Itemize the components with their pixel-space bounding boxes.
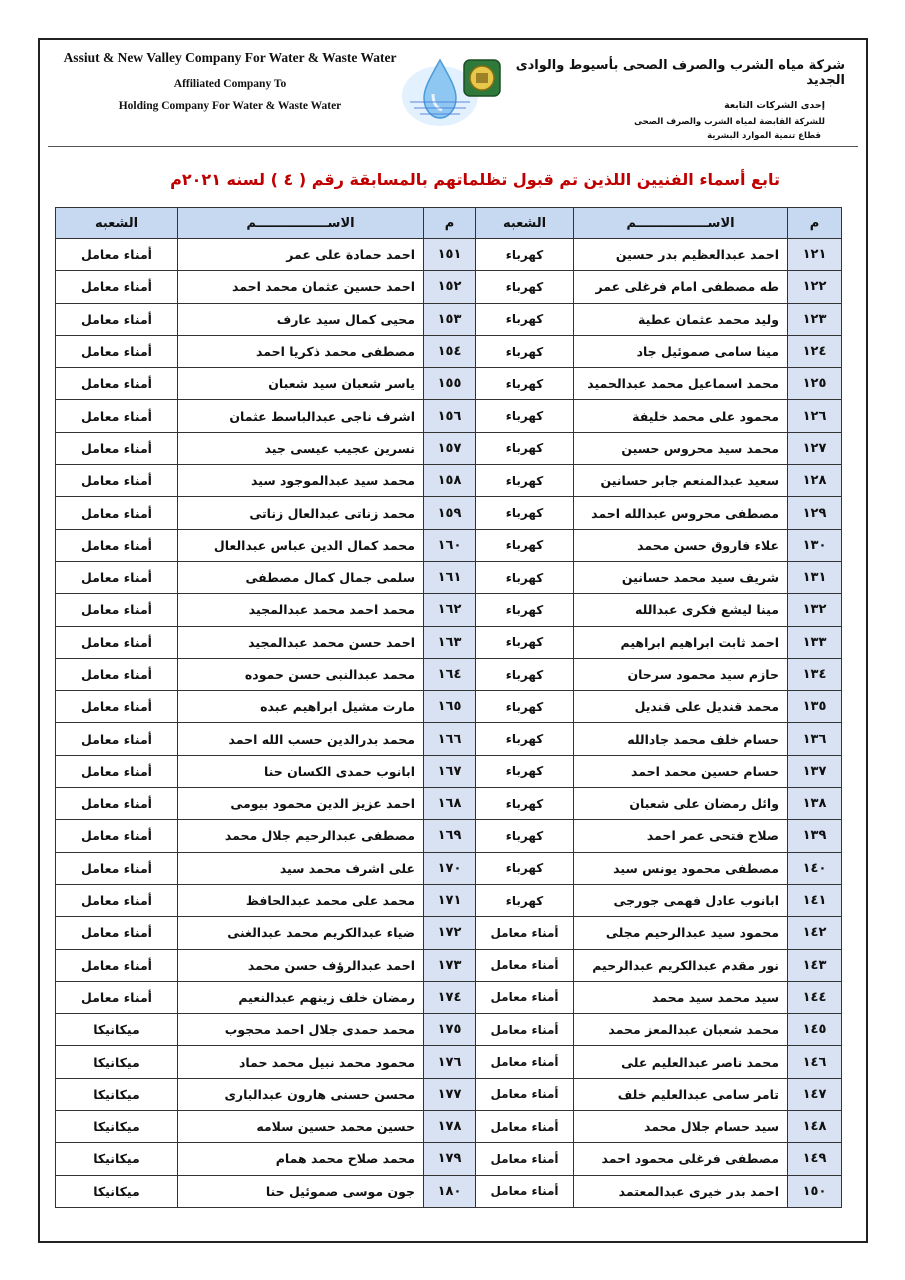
- department: كهرباء: [476, 852, 574, 884]
- person-name: على اشرف محمد سيد: [178, 852, 424, 884]
- table-row: [56, 594, 842, 626]
- table-row: [56, 1175, 842, 1207]
- person-name: ضياء عبدالكريم محمد عبدالغنى: [178, 917, 424, 949]
- department: أمناء معامل: [56, 529, 178, 561]
- department: أمناء معامل: [56, 303, 178, 335]
- row-number: ١٤٨: [788, 1111, 842, 1143]
- header-arabic: [500, 58, 845, 141]
- department: ميكانيكا: [56, 1111, 178, 1143]
- person-name: مينا سامى صموئيل جاد: [574, 335, 788, 367]
- names-table: [55, 207, 842, 1208]
- row-number: ١٧٥: [424, 1014, 476, 1046]
- department: كهرباء: [476, 820, 574, 852]
- person-name: صلاح فتحى عمر احمد: [574, 820, 788, 852]
- row-number: ١٥٠: [788, 1175, 842, 1207]
- row-number: ١٣١: [788, 561, 842, 593]
- department: أمناء معامل: [56, 626, 178, 658]
- table-row: [56, 884, 842, 916]
- department: ميكانيكا: [56, 1175, 178, 1207]
- table-row: [56, 239, 842, 271]
- row-number: ١٧١: [424, 884, 476, 916]
- department: كهرباء: [476, 626, 574, 658]
- table-row: [56, 271, 842, 303]
- person-name: سيد محمد سيد محمد: [574, 981, 788, 1013]
- person-name: حسام حسين محمد احمد: [574, 755, 788, 787]
- table-row: [56, 497, 842, 529]
- table-row: [56, 626, 842, 658]
- person-name: محمد ناصر عبدالعليم على: [574, 1046, 788, 1078]
- table-row: [56, 1014, 842, 1046]
- department: أمناء معامل: [56, 788, 178, 820]
- department: أمناء معامل: [56, 981, 178, 1013]
- row-number: ١٨٠: [424, 1175, 476, 1207]
- table-row: [56, 465, 842, 497]
- person-name: محسن حسنى هارون عبدالبارى: [178, 1078, 424, 1110]
- person-name: محمود محمد نبيل محمد حماد: [178, 1046, 424, 1078]
- department: كهرباء: [476, 465, 574, 497]
- department: ميكانيكا: [56, 1046, 178, 1078]
- department: أمناء معامل: [56, 400, 178, 432]
- department: ميكانيكا: [56, 1078, 178, 1110]
- department: أمناء معامل: [56, 335, 178, 367]
- person-name: ابانوب عادل فهمى جورجى: [574, 884, 788, 916]
- table-row: [56, 723, 842, 755]
- person-name: محمود على محمد خليفة: [574, 400, 788, 432]
- department: كهرباء: [476, 594, 574, 626]
- person-name: محمد سيد محروس حسين: [574, 432, 788, 464]
- person-name: احمد بدر خيرى عبدالمعتمد: [574, 1175, 788, 1207]
- department: أمناء معامل: [56, 755, 178, 787]
- row-number: ١٤٦: [788, 1046, 842, 1078]
- person-name: مصطفى محروس عبدالله احمد: [574, 497, 788, 529]
- person-name: طه مصطفى امام فرغلى عمر: [574, 271, 788, 303]
- person-name: محمد سيد عبدالموجود سيد: [178, 465, 424, 497]
- row-number: ١٢٧: [788, 432, 842, 464]
- person-name: احمد عزيز الدين محمود بيومى: [178, 788, 424, 820]
- person-name: محمد حمدى جلال احمد محجوب: [178, 1014, 424, 1046]
- department: ميكانيكا: [56, 1014, 178, 1046]
- table-row: [56, 788, 842, 820]
- person-name: محمد اسماعيل محمد عبدالحميد: [574, 368, 788, 400]
- department: كهرباء: [476, 303, 574, 335]
- table-row: [56, 755, 842, 787]
- col-dept-2: الشعبه: [56, 208, 178, 239]
- row-number: ١٥٩: [424, 497, 476, 529]
- affiliation-en: Affiliated Company To: [173, 78, 287, 90]
- department: كهرباء: [476, 335, 574, 367]
- row-number: ١٥٥: [424, 368, 476, 400]
- person-name: محمد احمد محمد عبدالمجيد: [178, 594, 424, 626]
- person-name: علاء فاروق حسن محمد: [574, 529, 788, 561]
- department: أمناء معامل: [476, 1111, 574, 1143]
- department: أمناء معامل: [56, 723, 178, 755]
- col-num-2: م: [424, 208, 476, 239]
- department: أمناء معامل: [476, 949, 574, 981]
- table-row: [56, 691, 842, 723]
- department: كهرباء: [476, 561, 574, 593]
- table-row: [56, 820, 842, 852]
- person-name: مصطفى محمد ذكريا احمد: [178, 335, 424, 367]
- person-name: محمد زناتى عبدالعال زناتى: [178, 497, 424, 529]
- row-number: ١٧٦: [424, 1046, 476, 1078]
- department: أمناء معامل: [56, 497, 178, 529]
- holding-company-en: Holding Company For Water & Waste Water: [118, 100, 342, 112]
- row-number: ١٦٨: [424, 788, 476, 820]
- person-name: محمد قنديل على قنديل: [574, 691, 788, 723]
- row-number: ١٢٦: [788, 400, 842, 432]
- row-number: ١٣٤: [788, 658, 842, 690]
- department: ميكانيكا: [56, 1143, 178, 1175]
- col-name-2: الاســــــــــــــــم: [178, 208, 424, 239]
- department: أمناء معامل: [476, 1175, 574, 1207]
- row-number: ١٢٥: [788, 368, 842, 400]
- person-name: محمد شعبان عبدالمعز محمد: [574, 1014, 788, 1046]
- table-row: [56, 368, 842, 400]
- department: أمناء معامل: [56, 271, 178, 303]
- department: كهرباء: [476, 658, 574, 690]
- row-number: ١٦٥: [424, 691, 476, 723]
- row-number: ١٣٥: [788, 691, 842, 723]
- table-row: [56, 1046, 842, 1078]
- row-number: ١٦١: [424, 561, 476, 593]
- person-name: شريف سيد محمد حسانين: [574, 561, 788, 593]
- person-name: سيد حسام جلال محمد: [574, 1111, 788, 1143]
- person-name: وليد محمد عثمان عطية: [574, 303, 788, 335]
- company-name-ar: شركة مياه الشرب والصرف الصحى بأسيوط والوادى الجديد: [515, 58, 845, 88]
- table-row: [56, 303, 842, 335]
- department: كهرباء: [476, 239, 574, 271]
- row-number: ١٥٢: [424, 271, 476, 303]
- person-name: محيى كمال سيد عارف: [178, 303, 424, 335]
- row-number: ١٢١: [788, 239, 842, 271]
- row-number: ١٣٨: [788, 788, 842, 820]
- person-name: محمد بدرالدين حسب الله احمد: [178, 723, 424, 755]
- row-number: ١٣٦: [788, 723, 842, 755]
- department: أمناء معامل: [56, 691, 178, 723]
- row-number: ١٣٧: [788, 755, 842, 787]
- department: أمناء معامل: [476, 1143, 574, 1175]
- row-number: ١٥٨: [424, 465, 476, 497]
- department: أمناء معامل: [56, 884, 178, 916]
- row-number: ١٤٧: [788, 1078, 842, 1110]
- person-name: محمد عبدالنبى حسن حموده: [178, 658, 424, 690]
- header-divider: [48, 146, 858, 147]
- person-name: سعيد عبدالمنعم جابر حسانين: [574, 465, 788, 497]
- department: أمناء معامل: [56, 561, 178, 593]
- department: كهرباء: [476, 271, 574, 303]
- row-number: ١٢٢: [788, 271, 842, 303]
- row-number: ١٥٦: [424, 400, 476, 432]
- row-number: ١٦٣: [424, 626, 476, 658]
- person-name: احمد حمادة على عمر: [178, 239, 424, 271]
- row-number: ١٤٠: [788, 852, 842, 884]
- department: كهرباء: [476, 497, 574, 529]
- row-number: ١٤٢: [788, 917, 842, 949]
- table-row: [56, 432, 842, 464]
- person-name: حازم سيد محمود سرحان: [574, 658, 788, 690]
- department: كهرباء: [476, 432, 574, 464]
- row-number: ١٣٣: [788, 626, 842, 658]
- department: أمناء معامل: [56, 465, 178, 497]
- row-number: ١٥٧: [424, 432, 476, 464]
- table-row: [56, 561, 842, 593]
- department: كهرباء: [476, 755, 574, 787]
- department: أمناء معامل: [476, 1046, 574, 1078]
- row-number: ١٧٣: [424, 949, 476, 981]
- row-number: ١٤٩: [788, 1143, 842, 1175]
- person-name: محمود سيد عبدالرحيم مجلى: [574, 917, 788, 949]
- department: أمناء معامل: [56, 239, 178, 271]
- department: أمناء معامل: [56, 368, 178, 400]
- person-name: مصطفى محمود يونس سيد: [574, 852, 788, 884]
- page-title: تابع أسماء الفنيين اللذين تم قبول تظلماتهم بالمسابقة رقم ( ٤ ) لسنه ٢٠٢١م: [170, 170, 780, 189]
- person-name: حسين محمد حسين سلامه: [178, 1111, 424, 1143]
- person-name: محمد صلاح محمد همام: [178, 1143, 424, 1175]
- affiliation-ar: إحدى الشركات التابعة: [724, 100, 825, 111]
- row-number: ١٦٤: [424, 658, 476, 690]
- row-number: ١٦٧: [424, 755, 476, 787]
- table-row: [56, 1143, 842, 1175]
- row-number: ١٦٦: [424, 723, 476, 755]
- col-name-1: الاســــــــــــــــم: [574, 208, 788, 239]
- department: أمناء معامل: [56, 820, 178, 852]
- row-number: ١٢٣: [788, 303, 842, 335]
- row-number: ١٢٩: [788, 497, 842, 529]
- row-number: ١٥٣: [424, 303, 476, 335]
- department-ar: قطاع تنمية الموارد البشرية: [707, 131, 821, 141]
- row-number: ١٧٩: [424, 1143, 476, 1175]
- department: كهرباء: [476, 529, 574, 561]
- person-name: ياسر شعبان سيد شعبان: [178, 368, 424, 400]
- row-number: ١٦٢: [424, 594, 476, 626]
- row-number: ١٣٢: [788, 594, 842, 626]
- table-row: [56, 949, 842, 981]
- department: أمناء معامل: [476, 1014, 574, 1046]
- department: أمناء معامل: [476, 1078, 574, 1110]
- person-name: مصطفى عبدالرحيم جلال محمد: [178, 820, 424, 852]
- department: كهرباء: [476, 884, 574, 916]
- row-number: ١٧٨: [424, 1111, 476, 1143]
- person-name: وائل رمضان على شعبان: [574, 788, 788, 820]
- person-name: سلمى جمال كمال مصطفى: [178, 561, 424, 593]
- person-name: مصطفى فرغلى محمود احمد: [574, 1143, 788, 1175]
- table-row: [56, 1078, 842, 1110]
- person-name: احمد ثابت ابراهيم ابراهيم: [574, 626, 788, 658]
- person-name: احمد عبدالرؤف حسن محمد: [178, 949, 424, 981]
- person-name: رمضان خلف زينهم عبدالنعيم: [178, 981, 424, 1013]
- table-header-row: [56, 208, 842, 239]
- row-number: ١٢٤: [788, 335, 842, 367]
- header-english: [50, 50, 410, 112]
- table-row: [56, 658, 842, 690]
- table-row: [56, 400, 842, 432]
- col-num-1: م: [788, 208, 842, 239]
- table-row: [56, 852, 842, 884]
- department: كهرباء: [476, 368, 574, 400]
- department: أمناء معامل: [56, 949, 178, 981]
- department: كهرباء: [476, 691, 574, 723]
- person-name: حسام خلف محمد جادالله: [574, 723, 788, 755]
- row-number: ١٥١: [424, 239, 476, 271]
- department: أمناء معامل: [56, 917, 178, 949]
- person-name: مينا ليشع فكرى عبدالله: [574, 594, 788, 626]
- row-number: ١٧٢: [424, 917, 476, 949]
- person-name: مارت مشيل ابراهيم عبده: [178, 691, 424, 723]
- row-number: ١٣٠: [788, 529, 842, 561]
- row-number: ١٧٠: [424, 852, 476, 884]
- row-number: ١٤١: [788, 884, 842, 916]
- department: أمناء معامل: [56, 658, 178, 690]
- row-number: ١٦٠: [424, 529, 476, 561]
- col-dept-1: الشعبه: [476, 208, 574, 239]
- table-row: [56, 1111, 842, 1143]
- department: أمناء معامل: [476, 917, 574, 949]
- person-name: احمد حسين عثمان محمد احمد: [178, 271, 424, 303]
- row-number: ١٢٨: [788, 465, 842, 497]
- table-row: [56, 917, 842, 949]
- person-name: محمد كمال الدين عباس عبدالعال: [178, 529, 424, 561]
- department: أمناء معامل: [476, 981, 574, 1013]
- person-name: احمد حسن محمد عبدالمجيد: [178, 626, 424, 658]
- person-name: اشرف ناجى عبدالباسط عثمان: [178, 400, 424, 432]
- department: كهرباء: [476, 400, 574, 432]
- row-number: ١٧٤: [424, 981, 476, 1013]
- department: كهرباء: [476, 788, 574, 820]
- row-number: ١٤٤: [788, 981, 842, 1013]
- person-name: نور مقدم عبدالكريم عبدالرحيم: [574, 949, 788, 981]
- person-name: احمد عبدالعظيم بدر حسين: [574, 239, 788, 271]
- person-name: تامر سامى عبدالعليم خلف: [574, 1078, 788, 1110]
- company-name-en: Assiut & New Valley Company For Water & Waste Water: [63, 50, 397, 65]
- row-number: ١٤٣: [788, 949, 842, 981]
- table-row: [56, 335, 842, 367]
- department: أمناء معامل: [56, 852, 178, 884]
- row-number: ١٣٩: [788, 820, 842, 852]
- row-number: ١٥٤: [424, 335, 476, 367]
- person-name: جون موسى صموئيل حنا: [178, 1175, 424, 1207]
- company-logo: [400, 50, 505, 128]
- department: أمناء معامل: [56, 432, 178, 464]
- row-number: ١٦٩: [424, 820, 476, 852]
- table-row: [56, 529, 842, 561]
- department: كهرباء: [476, 723, 574, 755]
- person-name: نسرين عجيب عيسى جيد: [178, 432, 424, 464]
- person-name: محمد على محمد عبدالحافظ: [178, 884, 424, 916]
- table-row: [56, 981, 842, 1013]
- row-number: ١٤٥: [788, 1014, 842, 1046]
- department: أمناء معامل: [56, 594, 178, 626]
- row-number: ١٧٧: [424, 1078, 476, 1110]
- holding-company-ar: للشركة القابضة لمياه الشرب والصرف الصحى: [634, 117, 825, 127]
- person-name: ابانوب حمدى الكسان حنا: [178, 755, 424, 787]
